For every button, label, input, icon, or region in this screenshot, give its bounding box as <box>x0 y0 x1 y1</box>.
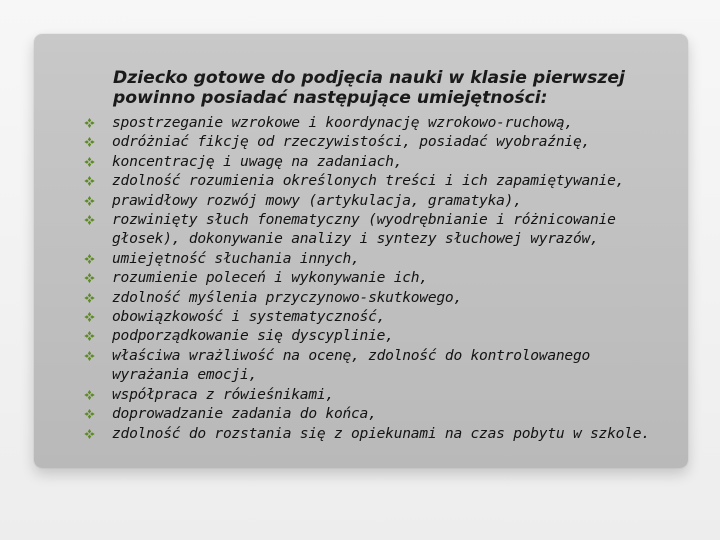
diamond-bullet-icon <box>80 191 98 206</box>
list-item <box>80 152 705 171</box>
list-item <box>80 307 705 326</box>
slide-title <box>113 68 713 108</box>
list-item-line: podporządkowanie się dyscyplinie, <box>112 327 394 345</box>
list-item-line: głosek), dokonywanie analizy i syntezy słuchowej wyrazów, <box>112 230 599 248</box>
list-item <box>80 210 705 249</box>
list-item <box>80 385 705 404</box>
list-item-text <box>112 113 573 132</box>
list-item-line: doprowadzanie zadania do końca, <box>112 405 377 423</box>
list-item <box>80 191 705 210</box>
list-item-line: właściwa wrażliwość na ocenę, zdolność do kontrolowanego <box>112 346 591 364</box>
list-item-text <box>112 210 616 249</box>
list-item-text <box>112 326 394 345</box>
list-item-text <box>112 132 590 151</box>
list-item-text <box>112 152 402 171</box>
list-item <box>80 326 705 345</box>
slide-title-line-2: powinno posiadać następujące umiejętności: <box>113 88 548 108</box>
list-item-text <box>112 288 462 307</box>
list-item-text <box>112 404 377 423</box>
list-item <box>80 346 705 385</box>
list-item-line: spostrzeganie wzrokowe i koordynację wzrokowo-ruchową, <box>112 114 573 131</box>
diamond-bullet-icon <box>80 210 98 225</box>
list-item-text <box>112 268 428 287</box>
list-item <box>80 249 705 268</box>
diamond-bullet-icon <box>80 404 98 419</box>
list-item-line: rozwinięty słuch fonematyczny (wyodrębnianie i różnicowanie <box>112 211 616 229</box>
list-item-line: prawidłowy rozwój mowy (artykulacja, gramatyka), <box>112 191 522 209</box>
diamond-bullet-icon <box>80 113 98 128</box>
list-item-line: rozumienie poleceń i wykonywanie ich, <box>112 269 428 287</box>
diamond-bullet-icon <box>80 268 98 283</box>
diamond-bullet-icon <box>80 385 98 400</box>
list-item-line: umiejętność słuchania innych, <box>112 249 360 267</box>
list-item-text <box>112 385 334 404</box>
diamond-bullet-icon <box>80 152 98 167</box>
diamond-bullet-icon <box>80 132 98 147</box>
list-item-line: odróżniać fikcję od rzeczywistości, posiadać wyobraźnię, <box>112 133 591 151</box>
list-item <box>80 113 705 132</box>
list-item <box>80 424 705 443</box>
list-item <box>80 268 705 287</box>
diamond-bullet-icon <box>80 288 98 303</box>
list-item-line: wyrażania emocji, <box>112 366 258 384</box>
list-item <box>80 132 705 151</box>
list-item <box>80 288 705 307</box>
diamond-bullet-icon <box>80 346 98 361</box>
list-item-text <box>112 171 624 190</box>
list-item-text <box>112 424 650 443</box>
list-item <box>80 171 705 190</box>
skills-list <box>80 113 705 443</box>
list-item <box>80 404 705 423</box>
list-item-text <box>112 307 385 326</box>
list-item-line: zdolność rozumienia określonych treści i ich zapamiętywanie, <box>112 172 625 190</box>
list-item-text <box>112 249 360 268</box>
list-item-line: współpraca z rówieśnikami, <box>112 385 334 403</box>
list-item-text <box>112 346 590 385</box>
list-item-line: koncentrację i uwagę na zadaniach, <box>112 152 403 170</box>
diamond-bullet-icon <box>80 307 98 322</box>
diamond-bullet-icon <box>80 249 98 264</box>
list-item-text <box>112 191 522 210</box>
slide-title-line-1: Dziecko gotowe do podjęcia nauki w klasie pierwszej <box>113 68 625 88</box>
diamond-bullet-icon <box>80 171 98 186</box>
list-item-line: obowiązkowość i systematyczność, <box>112 308 386 326</box>
diamond-bullet-icon <box>80 326 98 341</box>
list-item-line: zdolność do rozstania się z opiekunami na czas pobytu w szkole. <box>112 424 650 442</box>
list-item-line: zdolność myślenia przyczynowo-skutkowego, <box>112 288 462 306</box>
diamond-bullet-icon <box>80 424 98 439</box>
